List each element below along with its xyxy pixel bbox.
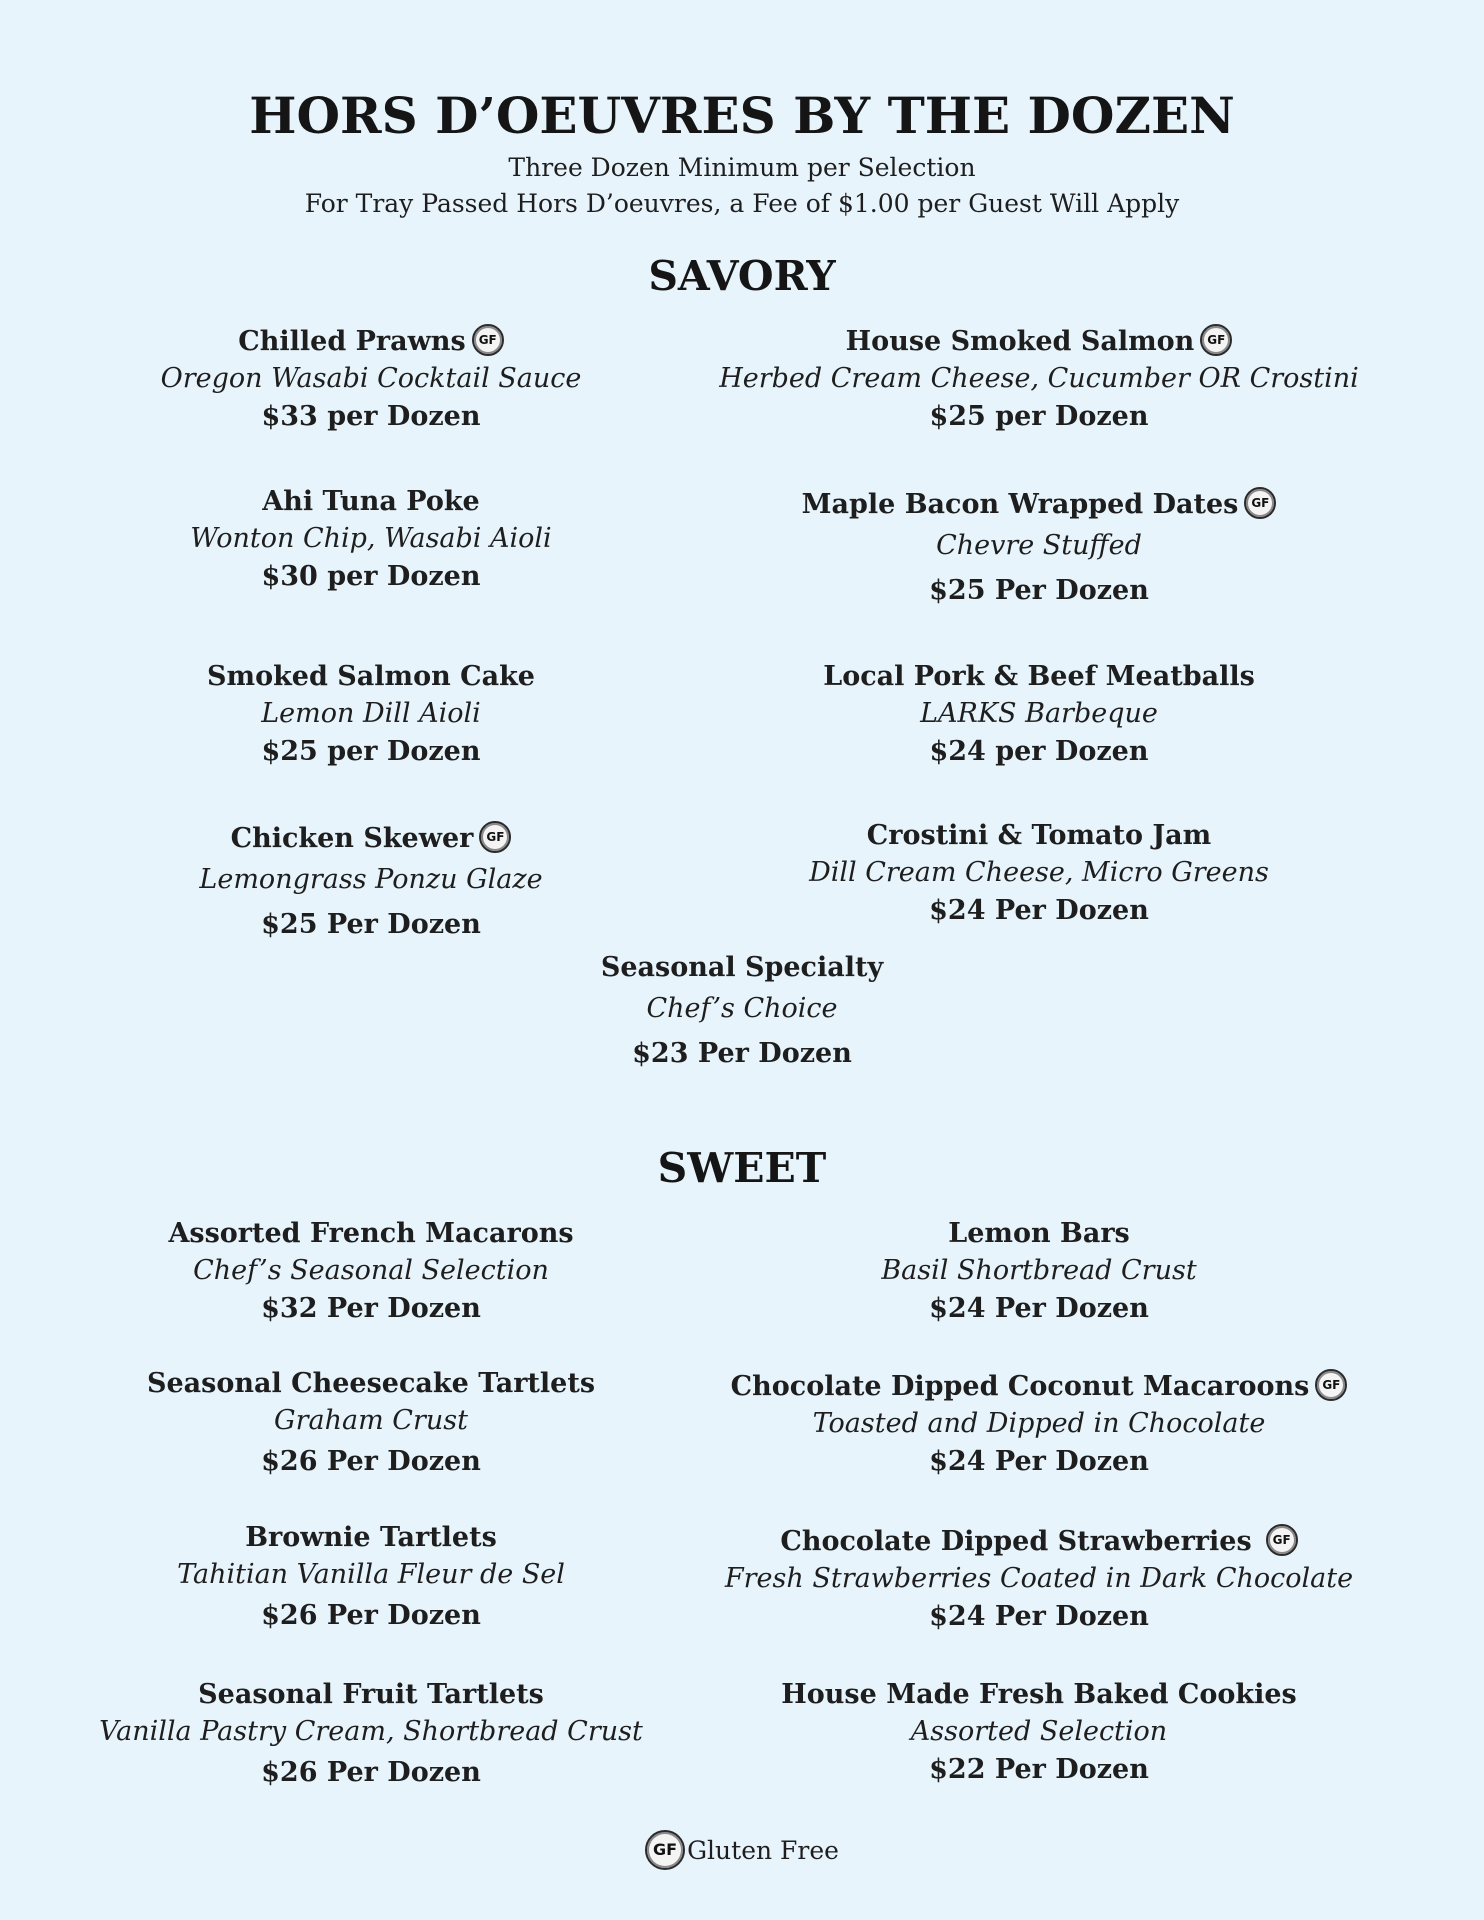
item-price: $24 Per Dozen [929,895,1149,926]
item-price: $24 Per Dozen [929,1601,1149,1632]
item-name: Maple Bacon Wrapped Dates GF [719,487,1359,523]
item-price: $24 Per Dozen [929,1446,1149,1477]
item-description: Dill Cream Cheese, Micro Greens [809,857,1269,888]
item-name: Seasonal Fruit Tartlets [198,1679,544,1710]
item-description: Chef’s Choice [646,993,838,1024]
menu-item-chilled-prawns [51,324,691,436]
item-description: Vanilla Pastry Cream, Shortbread Crust [99,1716,643,1747]
item-description: Lemongrass Ponzu Glaze [199,864,543,895]
item-description: Chef’s Seasonal Selection [193,1255,549,1286]
item-description: Lemon Dill Aioli [261,698,481,729]
menu-subtitle-minimum: Three Dozen Minimum per Selection [508,153,976,182]
item-price: $32 Per Dozen [261,1293,481,1324]
item-price: $24 per Dozen [929,736,1149,767]
item-name: Brownie Tartlets [245,1522,497,1553]
item-description: Wonton Chip, Wasabi Aioli [190,523,552,554]
menu-item-local-pork-beef-meatballs [719,659,1359,771]
menu-item-seasonal-cheesecake-tartlets [51,1366,691,1484]
gluten-free-legend [0,1830,1484,1870]
item-name: Chocolate Dipped Coconut Macaroons GF [719,1369,1359,1405]
gluten-free-icon: GF [472,324,504,356]
menu-item-house-made-fresh-baked-cookies [719,1677,1359,1789]
item-price: $25 per Dozen [929,401,1149,432]
item-name: House Made Fresh Baked Cookies [781,1679,1297,1710]
item-name: Ahi Tuna Poke [262,486,480,517]
item-name: Seasonal Cheesecake Tartlets [146,1368,596,1399]
item-description: Oregon Wasabi Cocktail Sauce [160,363,582,394]
item-price: $25 Per Dozen [929,575,1149,606]
menu-item-assorted-french-macarons [51,1216,691,1328]
item-description: Herbed Cream Cheese, Cucumber OR Crostini [719,363,1359,394]
menu-item-house-smoked-salmon [719,324,1359,436]
gluten-free-icon: GF [1315,1369,1347,1401]
item-description: Tahitian Vanilla Fleur de Sel [177,1559,565,1590]
item-name: Chocolate Dipped Strawberries GF [719,1524,1359,1560]
menu-item-lemon-bars [719,1216,1359,1328]
menu-item-chocolate-dipped-coconut-macaroons [719,1369,1359,1481]
item-price: $26 Per Dozen [261,1446,481,1477]
item-description: LARKS Barbeque [920,698,1158,729]
item-description: Assorted Selection [910,1716,1168,1747]
menu-item-chocolate-dipped-strawberries [719,1524,1359,1636]
item-name: Local Pork & Beef Meatballs [823,661,1255,692]
menu-item-seasonal-specialty [422,950,1062,1076]
item-name: Lemon Bars [948,1218,1130,1249]
item-price: $23 Per Dozen [632,1038,852,1069]
item-price: $30 per Dozen [261,561,481,592]
item-name: Smoked Salmon Cake [207,661,535,692]
legend-label: Gluten Free [687,1836,839,1865]
item-name: House Smoked Salmon GF [719,324,1359,360]
gluten-free-icon: GF [479,821,511,853]
menu-subtitle-fee: For Tray Passed Hors D’oeuvres, a Fee of $1.00 per Guest Will Apply [304,189,1180,218]
menu-item-crostini-tomato-jam [719,818,1359,930]
menu-item-ahi-tuna-poke [51,484,691,596]
item-description: Basil Shortbread Crust [881,1255,1197,1286]
menu-title: HORS D’OEUVRES BY THE DOZEN [249,86,1235,145]
gluten-free-icon: GF [1266,1524,1298,1556]
item-price: $26 Per Dozen [261,1600,481,1631]
item-name: Chilled Prawns GF [51,324,691,360]
sweet-section-title: SWEET [657,1144,827,1192]
menu-item-seasonal-fruit-tartlets [51,1677,691,1795]
item-name: Crostini & Tomato Jam [866,820,1212,851]
item-price: $25 per Dozen [261,736,481,767]
item-name: Seasonal Specialty [600,952,884,983]
menu-item-maple-bacon-wrapped-dates [719,487,1359,613]
item-price: $26 Per Dozen [261,1757,481,1788]
item-description: Graham Crust [274,1405,468,1436]
item-price: $25 Per Dozen [261,909,481,940]
item-description: Toasted and Dipped in Chocolate [812,1408,1266,1439]
gluten-free-icon: GF [1244,487,1276,519]
item-price: $24 Per Dozen [929,1293,1149,1324]
item-description: Chevre Stuffed [936,530,1142,561]
savory-section-title: SAVORY [648,252,836,300]
gluten-free-icon: GF [645,1830,685,1870]
item-price: $33 per Dozen [261,401,481,432]
menu-item-chicken-skewer [51,821,691,947]
item-name: Chicken Skewer GF [51,821,691,857]
menu-item-smoked-salmon-cake [51,659,691,771]
item-name: Assorted French Macarons [168,1218,574,1249]
item-price: $22 Per Dozen [929,1754,1149,1785]
menu-item-brownie-tartlets [51,1520,691,1638]
item-description: Fresh Strawberries Coated in Dark Chocolate [724,1563,1354,1594]
gluten-free-icon: GF [1200,324,1232,356]
